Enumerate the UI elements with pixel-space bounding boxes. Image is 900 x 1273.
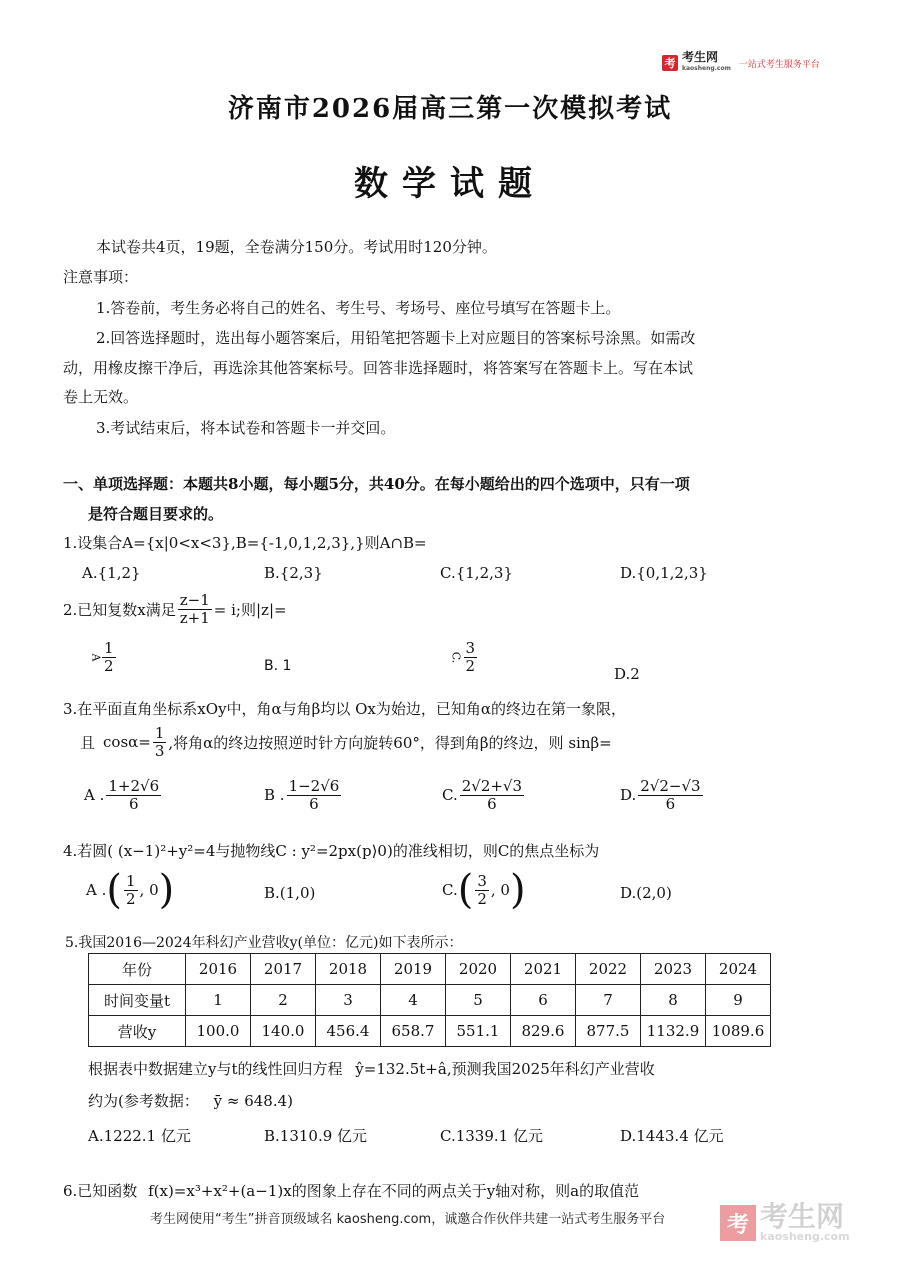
- exam-title: 济南市2026届高三第一次模拟考试: [227, 94, 673, 124]
- q4-stem: 4.若圆( (x−1)²+y²=4与抛物线C : y²=2px(p⟩0)的准线相切，则C的焦点坐标为: [63, 842, 600, 860]
- table-row: [89, 1016, 771, 1047]
- table-cell: 2021: [511, 954, 576, 985]
- q3-option-a: A . $\frac{1+2√6}{6}$: [84, 777, 160, 813]
- q3-option-c: C. $\frac{2√2+√3}{6}$: [442, 777, 523, 813]
- intro-text: 本试卷共4页，19题，全卷满分150分。考试用时120分钟。: [96, 238, 497, 256]
- notice-heading: 注意事项：: [63, 268, 139, 286]
- table-header: 时间变量t: [89, 985, 186, 1016]
- table-cell: 7: [576, 985, 641, 1016]
- table-cell: 2022: [576, 954, 641, 985]
- revenue-table: [88, 953, 771, 1047]
- logo-name: 考生网 kaosheng.com: [682, 50, 731, 72]
- table-cell: 2023: [641, 954, 706, 985]
- table-cell: 658.7: [381, 1016, 446, 1047]
- table-cell: 2017: [251, 954, 316, 985]
- table-cell: 2: [251, 985, 316, 1016]
- table-cell: 9: [706, 985, 771, 1016]
- table-cell: 140.0: [251, 1016, 316, 1047]
- table-cell: 877.5: [576, 1016, 641, 1047]
- notice-item-2-end: 卷上无效。: [63, 388, 139, 406]
- table-cell: 8: [641, 985, 706, 1016]
- q1-stem: 1.设集合A={x|0<x<3},B={-1,0,1,2,3},}则A∩B=: [63, 534, 427, 552]
- footer-text: 考生网使用“考生”拼音顶级域名 kaosheng.com，诚邀合作伙伴共建一站式考生服务平台: [150, 1212, 666, 1227]
- table-cell: 456.4: [316, 1016, 381, 1047]
- q3-option-b: B . $\frac{1-2√6}{6}$: [264, 777, 340, 813]
- q2-option-d: D.2: [614, 665, 640, 683]
- section-heading: 一、单项选择题：本题共8小题，每小题5分，共40分。在每小题给出的四个选项中，只有一项: [63, 475, 690, 493]
- table-cell: 1: [186, 985, 251, 1016]
- table-cell: 2024: [706, 954, 771, 985]
- q2-fraction: $\frac{z-1}{z+1}$: [179, 591, 210, 627]
- q3-option-d: D. $\frac{2√2-√3}{6}$: [620, 777, 701, 813]
- q1-option-b: B.{2,3}: [264, 564, 323, 582]
- q5-option-b: B.1310.9 亿元: [264, 1127, 368, 1145]
- table-cell: 2020: [446, 954, 511, 985]
- header-logo: [662, 50, 820, 73]
- q5-text: 根据表中数据建立y与t的线性回归方程 ŷ=132.5t+â,预测我国2025年科幻产业营收: [88, 1060, 655, 1078]
- q3-stem-cont: 且 cosα= $\frac{1}{3}$ ,将角α的终边按照逆时针方向旋转60°，得到角β的终边，则 sinβ=: [80, 724, 612, 760]
- table-cell: 5: [446, 985, 511, 1016]
- q5-option-a: A.1222.1 亿元: [88, 1127, 191, 1145]
- footer-logo: [720, 1200, 850, 1243]
- table-cell: 4: [381, 985, 446, 1016]
- table-cell: 1132.9: [641, 1016, 706, 1047]
- table-cell: 2018: [316, 954, 381, 985]
- table-row: [89, 954, 771, 985]
- notice-item-2: 2.回答选择题时，选出每小题答案后，用铅笔把答题卡上对应题目的答案标号涂黑。如需改: [96, 329, 696, 347]
- table-header: 年份: [89, 954, 186, 985]
- section-heading-cont: 是符合题目要求的。: [88, 505, 224, 523]
- table-header: 营收y: [89, 1016, 186, 1047]
- notice-item-3: 3.考试结束后，将本试卷和答题卡一并交回。: [96, 419, 396, 437]
- q4-option-a: A . ( $\frac{1}{2}$ , 0 ): [86, 867, 175, 913]
- table-cell: 1089.6: [706, 1016, 771, 1047]
- q5-stem: 5.我国2016—2024年科幻产业营收y(单位：亿元)如下表所示：: [65, 935, 463, 951]
- logo-icon: 考: [662, 55, 678, 71]
- table-cell: 6: [511, 985, 576, 1016]
- q2-stem: 2.已知复数x满足 $\frac{z-1}{z+1}$ = i;则|z|=: [63, 591, 287, 627]
- logo-name: 考生网 kaosheng.com: [760, 1200, 850, 1243]
- q2-option-b: B. 1: [264, 658, 292, 674]
- exam-subtitle: 数学试题: [354, 164, 546, 204]
- q5-text-cont: 约为(参考数据： ȳ ≈ 648.4): [88, 1092, 294, 1110]
- q4-option-c: C. ( $\frac{3}{2}$ , 0 ): [442, 867, 526, 913]
- notice-item-1: 1.答卷前，考生务必将自己的姓名、考生号、考场号、座位号填写在答题卡上。: [96, 299, 621, 317]
- table-cell: 2019: [381, 954, 446, 985]
- q1-option-d: D.{0,1,2,3}: [620, 564, 708, 582]
- logo-icon: 考: [720, 1205, 756, 1241]
- q4-option-b: B.(1,0): [264, 884, 316, 902]
- table-cell: 2016: [186, 954, 251, 985]
- q3-stem: 3.在平面直角坐标系xOy中，角α与角β均以 Ox为始边，已知角α的终边在第一象限，: [63, 700, 627, 718]
- q5-option-d: D.1443.4 亿元: [620, 1127, 724, 1145]
- table-cell: 551.1: [446, 1016, 511, 1047]
- table-cell: 829.6: [511, 1016, 576, 1047]
- logo-slogan: 一站式考生服务平台: [738, 59, 820, 70]
- table-cell: 3: [316, 985, 381, 1016]
- table-cell: 100.0: [186, 1016, 251, 1047]
- q1-option-c: C.{1,2,3}: [440, 564, 513, 582]
- notice-item-2-cont: 动，用橡皮擦干净后，再选涂其他答案标号。回答非选择题时，将答案写在答题卡上。写在本试: [63, 359, 694, 377]
- q1-option-a: A.{1,2}: [82, 564, 141, 582]
- q6-stem: 6.已知函数 f(x)=x³+x²+(a−1)x的图象上存在不同的两点关于y轴对称，则a的取值范: [63, 1182, 640, 1200]
- q2-option-c: C. $\frac{3}{2}$: [449, 639, 476, 675]
- table-row: [89, 985, 771, 1016]
- q5-option-c: C.1339.1 亿元: [440, 1127, 543, 1145]
- q4-option-d: D.(2,0): [620, 884, 672, 902]
- q2-option-a: A $\frac{1}{2}$: [89, 639, 114, 675]
